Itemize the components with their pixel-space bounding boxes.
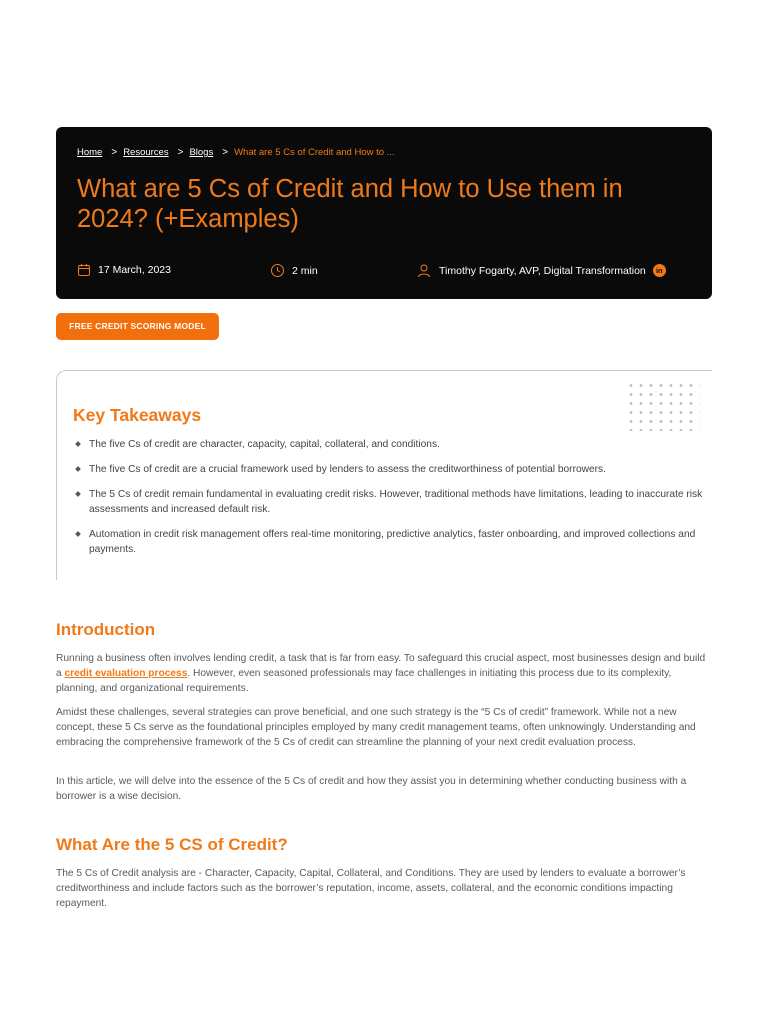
breadcrumb-resources-link[interactable]: Resources xyxy=(123,147,169,158)
intro-p1-text-end: . However, even seasoned professionals may face challenges in initiating this process due to its complexity, planning, and organizational requirements. xyxy=(56,668,672,694)
breadcrumb-blogs-link[interactable]: Blogs xyxy=(189,147,214,158)
list-item: The 5 Cs of credit remain fundamental in evaluating credit risks. However, traditional methods have limitations, leading to inaccurate risk assessments and increased default risk. xyxy=(75,487,725,517)
list-item: The five Cs of credit are a crucial framework used by lenders to assess the creditworthiness of potential borrowers. xyxy=(75,462,725,477)
article-hero xyxy=(56,127,712,299)
intro-paragraph-2: Amidst these challenges, several strategies can prove beneficial, and one such strategy is the “5 Cs of credit” framework. While not a new concept, these 5 Cs serve as the foundational principles employed by many credit management teams, often unknowingly. Understanding and embracing the comprehensive framework of the 5 Cs of credit can streamline the planning of your next credit evaluation process. xyxy=(56,707,696,748)
breadcrumb xyxy=(77,147,395,158)
page-title: What are 5 Cs of Credit and How to Use them in 2024? (+Examples) xyxy=(77,175,623,233)
intro-p1-text: Running a business often involves lending credit, a task that is far from easy. To safeguard this crucial aspect, most businesses design and build a xyxy=(56,653,706,679)
author-name: Timothy Fogarty, AVP, Digital Transformation xyxy=(439,264,646,277)
key-takeaways-title: Key Takeaways xyxy=(73,405,202,425)
publish-date xyxy=(77,263,171,277)
read-time xyxy=(270,263,318,278)
breadcrumb-separator: > xyxy=(177,147,184,158)
five-cs-paragraph: The 5 Cs of Credit analysis are - Character, Capacity, Capital, Collateral, and Conditions. They are used by lenders to evaluate a borrower’s creditworthiness and include factors such as the borrower’s reputation, income, assets, collateral, and the economic conditions impacting repayment. xyxy=(56,868,686,909)
credit-evaluation-process-link[interactable]: credit evaluation process xyxy=(64,668,188,679)
list-item: The five Cs of credit are character, capacity, capital, collateral, and conditions. xyxy=(75,437,725,452)
read-time-text: 2 min xyxy=(292,264,318,277)
intro-paragraph-3: In this article, we will delve into the essence of the 5 Cs of credit and how they assist you in determining whether conducting business with a borrower is a wise decision. xyxy=(56,776,687,802)
key-takeaways-box xyxy=(56,370,712,580)
calendar-icon xyxy=(77,263,91,277)
free-credit-scoring-model-button[interactable]: FREE CREDIT SCORING MODEL xyxy=(56,313,219,340)
key-takeaways-list xyxy=(75,437,725,567)
clock-icon xyxy=(270,263,285,278)
user-icon xyxy=(417,263,432,278)
list-item: Automation in credit risk management offers real-time monitoring, predictive analytics, faster onboarding, and improved collections and payments. xyxy=(75,527,725,557)
dot-pattern-decoration xyxy=(626,381,700,431)
breadcrumb-current: What are 5 Cs of Credit and How to ... xyxy=(234,147,395,158)
linkedin-icon[interactable]: in xyxy=(653,264,666,277)
five-cs-heading: What Are the 5 CS of Credit? xyxy=(56,835,288,854)
intro-paragraph-1 xyxy=(56,651,712,696)
publish-date-text: 17 March, 2023 xyxy=(98,264,171,276)
breadcrumb-home-link[interactable]: Home xyxy=(77,147,103,158)
breadcrumb-separator: > xyxy=(222,147,229,158)
breadcrumb-separator: > xyxy=(111,147,118,158)
introduction-heading: Introduction xyxy=(56,620,156,639)
author xyxy=(417,263,666,278)
